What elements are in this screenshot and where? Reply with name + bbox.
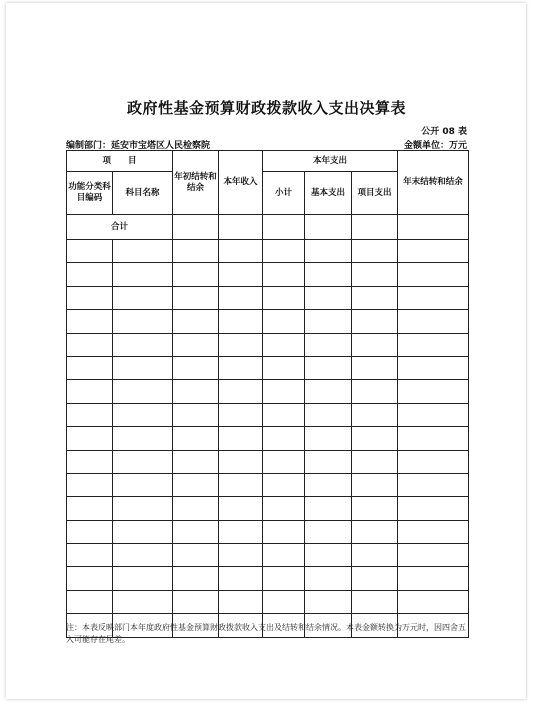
table-cell xyxy=(113,520,173,543)
table-row xyxy=(67,310,469,333)
table-cell xyxy=(219,380,263,403)
table-cell xyxy=(398,427,469,450)
table-cell xyxy=(67,473,113,496)
header-begin-balance: 年初结转和结余 xyxy=(173,151,219,215)
table-cell xyxy=(352,567,398,590)
table-cell xyxy=(305,263,352,286)
table-cell xyxy=(113,333,173,356)
table-cell xyxy=(352,240,398,263)
table-cell xyxy=(67,590,113,613)
table-cell xyxy=(263,333,305,356)
table-cell xyxy=(305,380,352,403)
table-cell xyxy=(113,380,173,403)
table-cell xyxy=(113,356,173,379)
table-cell xyxy=(219,263,263,286)
table-cell xyxy=(67,240,113,263)
table-cell xyxy=(219,240,263,263)
table-cell xyxy=(352,403,398,426)
table-cell xyxy=(263,450,305,473)
table-cell xyxy=(67,356,113,379)
total-cell xyxy=(398,215,469,240)
table-cell xyxy=(113,590,173,613)
table-cell xyxy=(263,427,305,450)
table-cell xyxy=(173,567,219,590)
table-row xyxy=(67,544,469,567)
table-cell xyxy=(305,567,352,590)
table-cell xyxy=(398,403,469,426)
table-cell xyxy=(352,356,398,379)
header-expenditure: 本年支出 xyxy=(263,151,398,172)
table-cell xyxy=(398,450,469,473)
table-row xyxy=(67,567,469,590)
form-number: 公开 08 表 xyxy=(421,127,467,137)
table-cell xyxy=(398,380,469,403)
table-cell xyxy=(398,567,469,590)
table-cell xyxy=(263,567,305,590)
amount-unit-label: 金额单位：万元 xyxy=(403,141,467,151)
total-label: 合计 xyxy=(67,215,173,240)
table-cell xyxy=(219,497,263,520)
table-cell xyxy=(173,286,219,309)
table-cell xyxy=(305,403,352,426)
table-cell xyxy=(113,240,173,263)
table-cell xyxy=(263,403,305,426)
table-row xyxy=(67,403,469,426)
table-cell xyxy=(352,333,398,356)
table-cell xyxy=(113,427,173,450)
table-row xyxy=(67,286,469,309)
table-cell xyxy=(67,263,113,286)
table-cell xyxy=(263,240,305,263)
table-cell xyxy=(398,497,469,520)
table-cell xyxy=(305,240,352,263)
table-cell xyxy=(263,286,305,309)
table-cell xyxy=(305,590,352,613)
header-subtotal: 小计 xyxy=(263,172,305,215)
table-cell xyxy=(263,356,305,379)
table-row xyxy=(67,356,469,379)
page-title: 政府性基金预算财政拨款收入支出决算表 xyxy=(126,99,406,117)
total-cell xyxy=(305,215,352,240)
total-cell xyxy=(173,215,219,240)
table-cell xyxy=(113,263,173,286)
table-cell xyxy=(67,450,113,473)
table-cell xyxy=(398,520,469,543)
table-row xyxy=(67,590,469,613)
table-cell xyxy=(113,286,173,309)
table-cell xyxy=(352,263,398,286)
table-cell xyxy=(352,450,398,473)
table-row xyxy=(67,520,469,543)
table-cell xyxy=(219,356,263,379)
table-cell xyxy=(219,403,263,426)
table-cell xyxy=(352,380,398,403)
table-cell xyxy=(67,310,113,333)
table-cell xyxy=(219,590,263,613)
table-cell xyxy=(305,520,352,543)
table-cell xyxy=(352,590,398,613)
table-cell xyxy=(219,333,263,356)
table-cell xyxy=(305,544,352,567)
header-subject-name: 科目名称 xyxy=(113,172,173,215)
table-cell xyxy=(173,544,219,567)
table-cell xyxy=(113,403,173,426)
table-cell xyxy=(263,380,305,403)
table-cell xyxy=(173,473,219,496)
header-basic-exp: 基本支出 xyxy=(305,172,352,215)
header-item: 项 目 xyxy=(67,151,173,172)
table-cell xyxy=(173,427,219,450)
table-cell xyxy=(173,403,219,426)
table-cell xyxy=(263,263,305,286)
budget-table xyxy=(66,150,469,638)
table-cell xyxy=(263,473,305,496)
table-cell xyxy=(173,380,219,403)
table-cell xyxy=(305,497,352,520)
table-cell xyxy=(219,520,263,543)
table-cell xyxy=(219,427,263,450)
table-cell xyxy=(219,286,263,309)
table-cell xyxy=(113,497,173,520)
header-end-balance: 年末结转和结余 xyxy=(398,151,469,215)
table-cell xyxy=(305,356,352,379)
table-cell xyxy=(398,356,469,379)
table-cell xyxy=(398,544,469,567)
table-row xyxy=(67,427,469,450)
table-cell xyxy=(305,310,352,333)
table-cell xyxy=(173,450,219,473)
table-cell xyxy=(352,544,398,567)
total-cell xyxy=(352,215,398,240)
table-cell xyxy=(173,310,219,333)
total-cell xyxy=(219,215,263,240)
table-cell xyxy=(67,333,113,356)
table-cell xyxy=(67,403,113,426)
table-row xyxy=(67,380,469,403)
table-row xyxy=(67,450,469,473)
header-project-exp: 项目支出 xyxy=(352,172,398,215)
table-cell xyxy=(173,497,219,520)
table-cell xyxy=(305,286,352,309)
table-cell xyxy=(67,520,113,543)
table-cell xyxy=(173,520,219,543)
table-cell xyxy=(173,590,219,613)
table-cell xyxy=(305,333,352,356)
table-cell xyxy=(398,590,469,613)
total-row xyxy=(67,215,469,240)
table-cell xyxy=(113,310,173,333)
table-cell xyxy=(173,263,219,286)
table-cell xyxy=(398,240,469,263)
table-cell xyxy=(398,263,469,286)
table-cell xyxy=(219,450,263,473)
header-income: 本年收入 xyxy=(219,151,263,215)
table-cell xyxy=(219,567,263,590)
table-cell xyxy=(305,473,352,496)
table-cell xyxy=(398,286,469,309)
table-row xyxy=(67,240,469,263)
table-cell xyxy=(113,567,173,590)
table-cell xyxy=(352,427,398,450)
table-cell xyxy=(305,450,352,473)
table-cell xyxy=(352,310,398,333)
table-cell xyxy=(398,333,469,356)
table-cell xyxy=(263,310,305,333)
table-cell xyxy=(113,473,173,496)
table-cell xyxy=(67,567,113,590)
table-cell xyxy=(219,310,263,333)
table-cell xyxy=(398,310,469,333)
table-cell xyxy=(263,497,305,520)
table-cell xyxy=(305,427,352,450)
table-cell xyxy=(67,544,113,567)
table-cell xyxy=(219,544,263,567)
table-cell xyxy=(352,286,398,309)
table-cell xyxy=(173,240,219,263)
table-cell xyxy=(263,590,305,613)
table-cell xyxy=(67,286,113,309)
table-cell xyxy=(263,544,305,567)
table-cell xyxy=(67,427,113,450)
table-cell xyxy=(67,380,113,403)
table-cell xyxy=(352,473,398,496)
table-cell xyxy=(263,520,305,543)
table-cell xyxy=(173,356,219,379)
table-row xyxy=(67,473,469,496)
department-label: 编制部门：延安市宝塔区人民检察院 xyxy=(66,141,211,151)
table-cell xyxy=(352,497,398,520)
table-row xyxy=(67,497,469,520)
table-row xyxy=(67,333,469,356)
header-func-code: 功能分类科目编码 xyxy=(67,172,113,215)
total-cell xyxy=(263,215,305,240)
table-cell xyxy=(113,450,173,473)
table-cell xyxy=(219,473,263,496)
footnote: 注：本表反映部门本年度政府性基金预算财政拨款收入支出及结转和结余情况。本表金额转换为万元时，因四舍五入可能存在尾差。 xyxy=(66,623,466,644)
table-cell xyxy=(398,473,469,496)
table-row xyxy=(67,263,469,286)
table-cell xyxy=(173,333,219,356)
table-cell xyxy=(67,497,113,520)
table-cell xyxy=(352,520,398,543)
table-cell xyxy=(113,544,173,567)
